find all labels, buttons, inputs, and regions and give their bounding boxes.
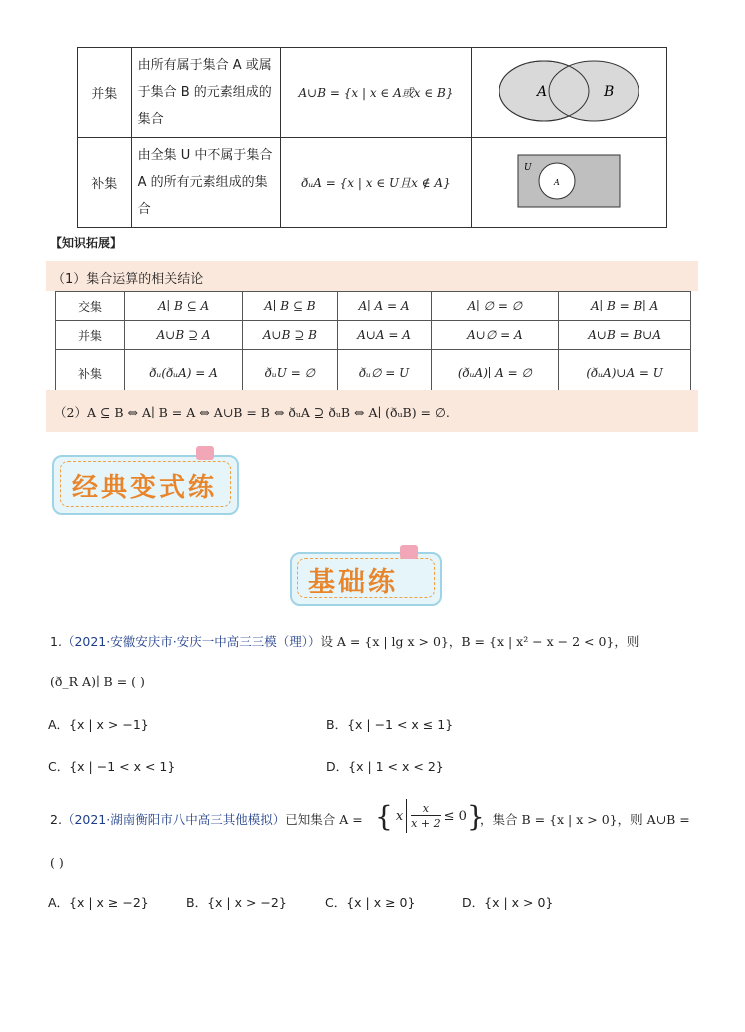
ops-cell: A∣ ∅ = ∅ [431, 292, 559, 321]
venn-label-a: A [553, 177, 560, 187]
banner-classic-variants [52, 455, 239, 515]
fraction-numerator: x [422, 802, 429, 815]
row-name: 并集 [78, 48, 132, 138]
complement-venn-diagram [471, 138, 666, 228]
row-description: 由所有属于集合 A 或属于集合 B 的元素组成的集合 [131, 48, 281, 138]
ops-cell: (ðᵤA)∪A = U [559, 350, 691, 397]
ops-cell: A∪B ⊇ B [243, 321, 337, 350]
question-stem-pre: 已知集合 A = [285, 812, 363, 827]
clip-icon [400, 545, 418, 559]
row-formula: ðᵤA = {x | x ∈ U且x ∉ A} [281, 138, 471, 228]
row-description: 由全集 U 中不属于集合 A 的所有元素组成的集合 [131, 138, 281, 228]
ops-cell: (ðᵤA)∣ A = ∅ [431, 350, 559, 397]
knowledge-extension-title: 【知识拓展】 [50, 236, 123, 250]
banner-title: 经典变式练 [72, 473, 218, 503]
question-stem-mid: ，集合 B = {x | x > 0}，则 A∪B = [480, 812, 690, 827]
option-b[interactable]: B．{x | x > −2} [186, 895, 287, 910]
banner-basic-practice [290, 552, 442, 606]
option-a[interactable]: A．{x | x ≥ −2} [48, 895, 149, 910]
venn-label-a: A [536, 83, 547, 100]
question-2 [50, 810, 363, 828]
ops-cell: ðᵤ∅ = U [337, 350, 431, 397]
ops-label: 补集 [56, 350, 125, 397]
ops-row [56, 321, 691, 350]
inequality: ≤ 0 [443, 808, 467, 824]
option-d[interactable]: D．{x | x > 0} [462, 895, 554, 910]
ops-cell: A∣ B = B∣ A [559, 292, 691, 321]
set-variable: x [395, 808, 404, 824]
ops-row [56, 292, 691, 321]
ops-label: 交集 [56, 292, 125, 321]
ops-cell: A∪B = B∪A [559, 321, 691, 350]
option-a[interactable]: A．{x | x > −1} [48, 717, 149, 732]
union-row [78, 48, 667, 138]
venn-label-b: B [603, 83, 615, 100]
complement-row [78, 138, 667, 228]
option-d[interactable]: D．{x | 1 < x < 2} [326, 759, 444, 774]
question-source: （2021·湖南衡阳市八中高三其他模拟） [61, 812, 286, 827]
row-formula: A∪B = {x | x ∈ A或x ∈ B} [281, 48, 471, 138]
fraction-denominator: x + 2 [411, 817, 441, 830]
clip-icon [196, 446, 214, 460]
venn-label-u: U [523, 162, 532, 173]
ops-cell: A∣ A = A [337, 292, 431, 321]
ops-cell: A∣ B ⊆ B [243, 292, 337, 321]
option-b[interactable]: B．{x | −1 < x ≤ 1} [326, 717, 454, 732]
ops-cell: ðᵤU = ∅ [243, 350, 337, 397]
question-2-blank: ( ) [50, 855, 64, 870]
banner-title: 基础练 [308, 567, 398, 598]
question-stem: 设 A = {x | lg x > 0}，B = {x | x² − x − 2 < 0}，则 [320, 634, 640, 649]
operation-conclusions-table [55, 291, 691, 397]
question-source: （2021·安徽安庆市·安庆一中高三三模（理）） [61, 634, 321, 649]
set-builder-fraction: { x $\frac{x}{x + 2}$ ≤ 0 } [375, 799, 485, 833]
ops-cell: A∪B ⊇ A [125, 321, 243, 350]
question-number: 2. [50, 812, 62, 827]
union-venn-diagram [471, 48, 666, 138]
option-c[interactable]: C．{x | −1 < x < 1} [48, 759, 176, 774]
extension-sub1: （1）集合运算的相关结论 [52, 272, 204, 287]
extension-sub2: （2）A ⊆ B ⇔ A∣ B = A ⇔ A∪B = B ⇔ ðᵤA ⊇ ðᵤB ⇔ A∣ (ðᵤB) = ∅. [54, 405, 450, 420]
ops-cell: A∪A = A [337, 321, 431, 350]
question-1 [50, 632, 639, 650]
question-number: 1. [50, 634, 62, 649]
ops-cell: ðᵤ(ðᵤA) = A [125, 350, 243, 397]
ops-label: 并集 [56, 321, 125, 350]
row-name: 补集 [78, 138, 132, 228]
ops-cell: A∣ B ⊆ A [125, 292, 243, 321]
question-1-stem-2: (ð_R A)∣ B = ( ) [50, 674, 145, 689]
option-c[interactable]: C．{x | x ≥ 0} [325, 895, 416, 910]
ops-cell: A∪∅ = A [431, 321, 559, 350]
set-operations-table [77, 47, 667, 228]
